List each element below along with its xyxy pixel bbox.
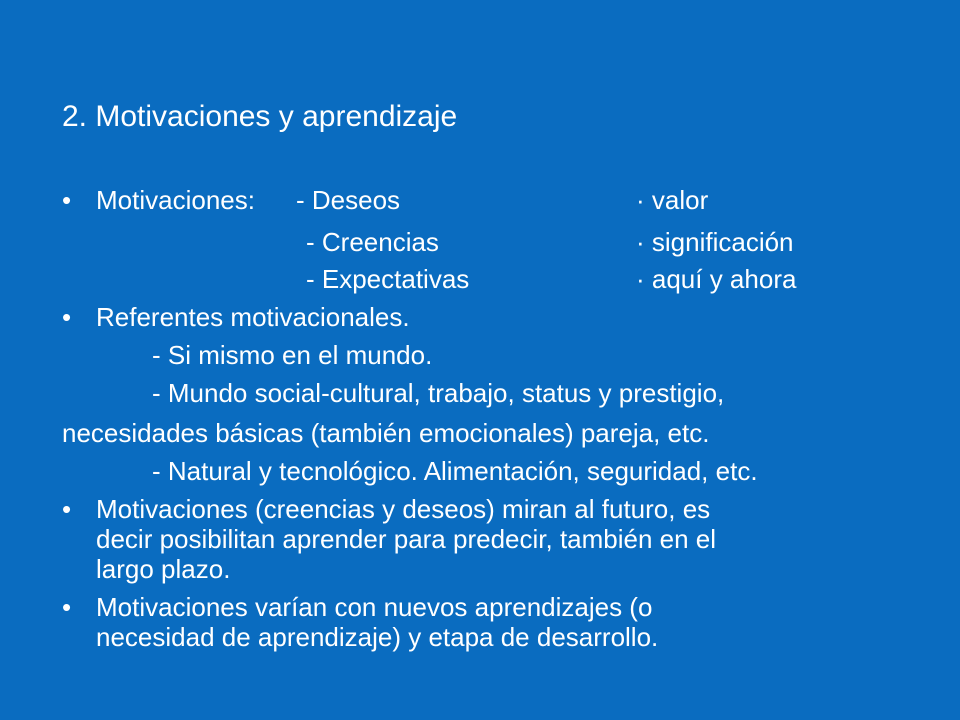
futuro-line-1: Motivaciones (creencias y deseos) miran al futuro, es [96,494,711,524]
bullet-referentes: • [62,302,72,332]
motivaciones-row-2-left: - Creencias [306,227,439,257]
motivaciones-label: Motivaciones: [96,185,255,215]
futuro-line-2: decir posibilitan aprender para predecir, también en el [96,524,717,554]
motivaciones-row-3-right: · aquí y ahora [636,264,797,294]
motivaciones-row-3-left: - Expectativas [306,264,470,294]
referentes-line-3: necesidades básicas (también emocionales) pareja, etc. [62,418,710,448]
referentes-label: Referentes motivacionales. [96,302,410,332]
referentes-line-1: - Si mismo en el mundo. [152,340,433,370]
referentes-line-2: - Mundo social-cultural, trabajo, status y prestigio, [152,378,725,408]
bullet-motivaciones: • [62,185,72,215]
motivaciones-row-1-left: - Deseos [296,185,401,215]
varian-line-1: Motivaciones varían con nuevos aprendizajes (o [96,592,653,622]
bullet-futuro: • [62,494,72,524]
varian-line-2: necesidad de aprendizaje) y etapa de desarrollo. [96,622,659,652]
motivaciones-row-2-right: · significación [636,227,794,257]
slide-title: 2. Motivaciones y aprendizaje [62,100,458,133]
bullet-varian: • [62,592,72,622]
motivaciones-row-1-right: · valor [636,185,709,215]
futuro-line-3: largo plazo. [96,554,231,584]
referentes-line-4: - Natural y tecnológico. Alimentación, seguridad, etc. [152,456,758,486]
